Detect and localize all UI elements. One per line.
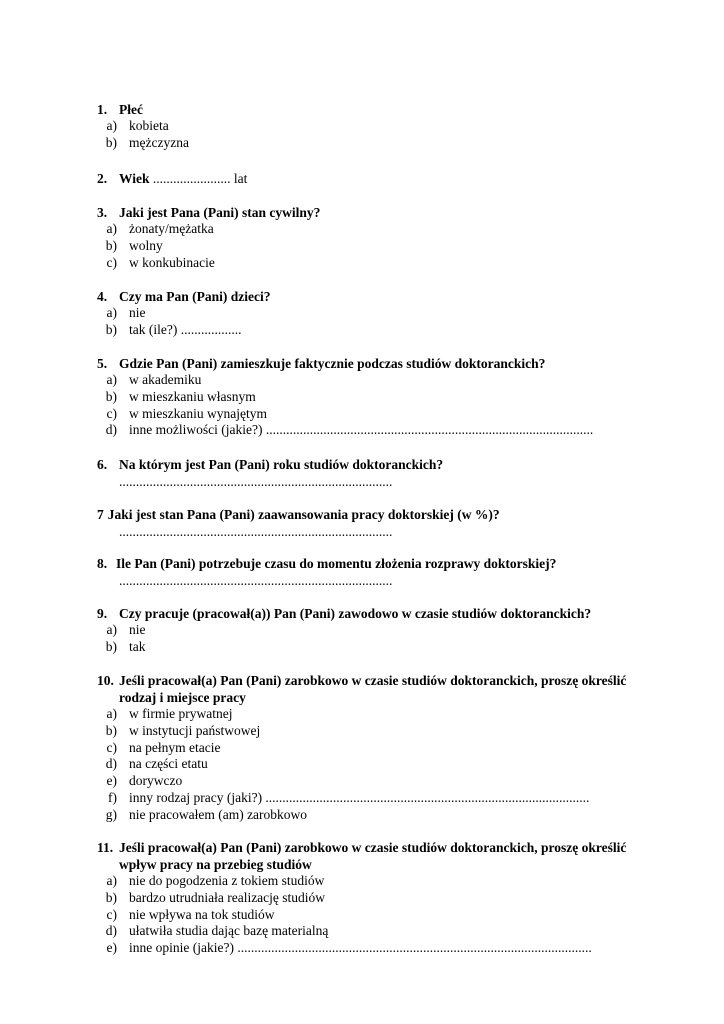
question-text: Czy ma Pan (Pani) dzieci? [119,289,271,304]
option-text: na pełnym etacie [129,739,221,755]
option-letter: c) [106,405,117,421]
question-8 [97,555,657,589]
question-number: 11. [97,840,114,855]
option-letter: a) [106,221,117,236]
option [97,118,657,135]
option-letter: d) [105,923,117,939]
question-10 [97,672,657,824]
option-letter: c) [106,906,117,922]
question-text: Jeśli pracował(a) Pan (Pani) zarobkowo w czasie studiów doktoranckich, proszę określić rodzaj i miejsce pracy [119,673,627,705]
option-letter: b) [105,889,117,905]
answer-line: ................................................................................. [119,573,393,588]
question-11 [97,839,657,957]
option [97,406,657,423]
question-4 [97,288,657,339]
option [97,723,657,740]
option-letter: a) [106,118,117,133]
question-6 [97,456,657,490]
question-number: 9. [97,606,108,621]
option-text: na części etatu [129,756,208,772]
option [97,907,657,924]
question-9 [97,605,657,656]
question-number: 8. [97,556,108,571]
answer-line: ................................................................................. [119,524,393,539]
option-letter: a) [106,305,117,320]
option-letter: c) [106,254,117,270]
option-text: bardzo utrudniała realizację studiów [129,889,326,905]
option [97,305,657,322]
option [97,807,657,824]
option-letter: b) [105,638,117,654]
question-number: 4. [97,289,108,304]
option [97,372,657,389]
option [97,622,657,639]
question-2 [97,170,657,187]
question-text: Płeć [119,102,143,117]
option [97,773,657,790]
question-number: 10. [97,673,114,688]
question-text: Jeśli pracował(a) Pan (Pani) zarobkowo w czasie studiów doktoranckich, proszę określić wpływ pracy na przebieg studiów [119,840,627,872]
option-text: nie wpływa na tok studiów [129,906,275,922]
question-number: 7 [97,507,104,522]
question-number: 2. [97,171,108,186]
option [97,923,657,940]
question-number: 3. [97,205,108,220]
option-text: nie pracowałem (am) zarobkowo [129,806,308,822]
option-letter: a) [106,372,117,387]
question-number: 6. [97,457,108,472]
option-text: w instytucji państwowej [129,722,261,738]
option-letter: f) [108,789,117,805]
option-text: w mieszkaniu wynajętym [129,405,267,421]
answer-line: ................................................................................. [119,474,393,489]
option [97,639,657,656]
question-text: Ile Pan (Pani) potrzebuje czasu do momentu złożenia rozprawy doktorskiej? [116,556,557,571]
option-text: w firmie prywatnej [129,706,233,721]
option-text: tak [129,638,146,654]
option [97,740,657,757]
question-text: Jaki jest stan Pana (Pani) zaawansowania pracy doktorskiej (w %)? [107,507,500,522]
option-letter: b) [105,237,117,253]
option-text: tak (ile?) .................. [129,321,242,337]
question-5 [97,355,657,439]
option [97,135,657,152]
option-text: nie do pogodzenia z tokiem studiów [129,873,325,888]
question-3 [97,204,657,271]
option [97,238,657,255]
question-text: Na którym jest Pan (Pani) roku studiów doktoranckich? [119,457,444,472]
option [97,255,657,272]
question-text: Gdzie Pan (Pani) zamieszkuje faktycznie podczas studiów doktoranckich? [119,356,546,371]
question-number: 1. [97,102,108,117]
question-number: 5. [97,356,108,371]
option-letter: d) [105,422,117,438]
question-7 [97,506,657,540]
option-text: dorywczo [129,773,183,789]
option [97,940,657,957]
option-letter: c) [106,739,117,755]
option-text: nie [129,622,146,637]
option-text: inne możliwości (jakie?) ................................................................................................. [129,422,594,438]
option [97,890,657,907]
question-text: Czy pracuje (pracował(a)) Pan (Pani) zawodowo w czasie studiów doktoranckich? [119,606,592,621]
option-letter: b) [105,321,117,337]
option-text: nie [129,305,146,320]
option-text: mężczyzna [129,134,189,150]
option [97,756,657,773]
option-letter: b) [105,388,117,404]
option [97,422,657,439]
option-letter: e) [106,773,117,789]
question-1 [97,101,657,152]
option-text: wolny [129,237,163,253]
option-letter: e) [106,940,117,956]
option-letter: g) [105,806,117,822]
option [97,706,657,723]
option-text: inne opinie (jakie?) ......................................................................................................... [129,940,592,956]
option-text: w konkubinacie [129,254,215,270]
option-letter: b) [105,722,117,738]
option-text: kobieta [129,118,169,133]
answer-line: ....................... lat [149,171,248,186]
option-letter: b) [105,134,117,150]
question-text: Jaki jest Pana (Pani) stan cywilny? [119,205,321,220]
option-letter: a) [106,706,117,721]
option-letter: a) [106,873,117,888]
option-text: w mieszkaniu własnym [129,388,256,404]
option [97,221,657,238]
option [97,873,657,890]
option-text: w akademiku [129,372,202,387]
option-text: inny rodzaj pracy (jaki?) ................................................................................................ [129,789,590,805]
option [97,322,657,339]
option [97,790,657,807]
option-letter: a) [106,622,117,637]
question-text: Wiek [119,171,150,186]
option-text: ułatwiła studia dając bazę materialną [129,923,329,939]
option [97,389,657,406]
option-text: żonaty/mężatka [129,221,214,236]
option-letter: d) [105,756,117,772]
